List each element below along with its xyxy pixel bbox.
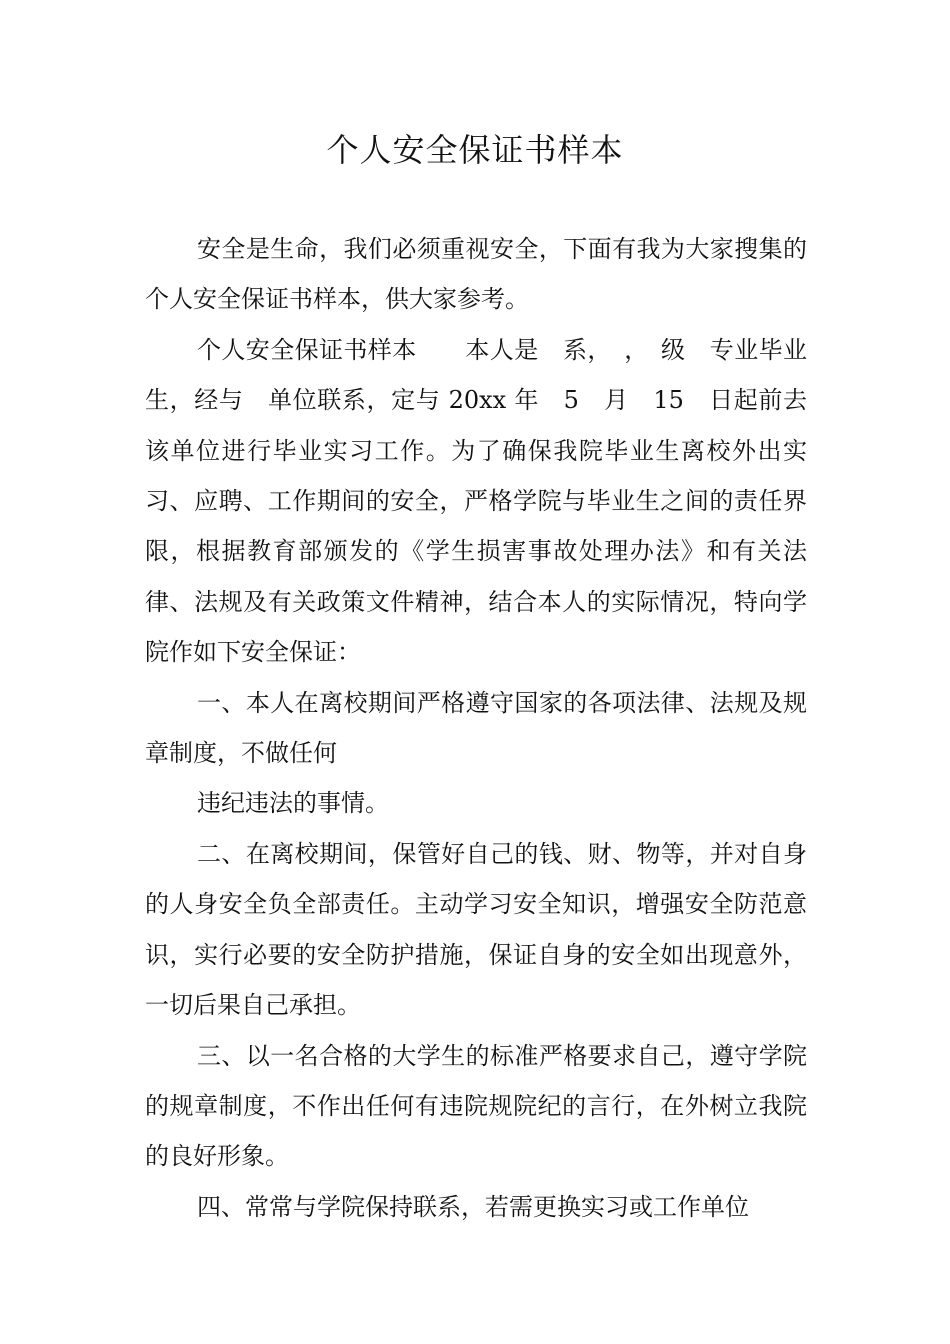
paragraph-intro: 安全是生命，我们必须重视安全，下面有我为大家搜集的个人安全保证书样本，供大家参考。	[145, 235, 807, 314]
paragraph-statement: 个人安全保证书样本 本人是 系， ， 级 专业毕业生，经与 单位联系，定与 20xx 年 5 月 15 日起前去该单位进行毕业实习工作。为了确保我院毕业生离校外出实习、应聘、工作期间的安全，严格学院与毕业生之间的责任界限，根据教育部颁发的《学生损害事故处理办法》和有关法律、法规及有关政策文件精神，结合本人的实际情况，特向学院作如下安全保证：	[145, 335, 807, 667]
paragraph-item-2: 二、在离校期间，保管好自己的钱、财、物等，并对自身的人身安全负全部责任。主动学习安全知识，增强安全防范意识，实行必要的安全防护措施，保证自身的安全如出现意外，一切后果自己承担。	[145, 839, 807, 1020]
paragraph-item-1: 一、本人在离校期间严格遵守国家的各项法律、法规及规章制度，不做任何	[145, 688, 807, 768]
paragraph-item-1-continued: 违纪违法的事情。	[197, 789, 389, 818]
document-body	[145, 224, 807, 1232]
paragraph-item-3: 三、以一名合格的大学生的标准严格要求自己，遵守学院的规章制度，不作出任何有违院规院纪的言行，在外树立我院的良好形象。	[145, 1041, 807, 1171]
document-title: 个人安全保证书样本	[326, 131, 624, 169]
paragraph-item-4: 四、常常与学院保持联系，若需更换实习或工作单位	[197, 1192, 749, 1221]
